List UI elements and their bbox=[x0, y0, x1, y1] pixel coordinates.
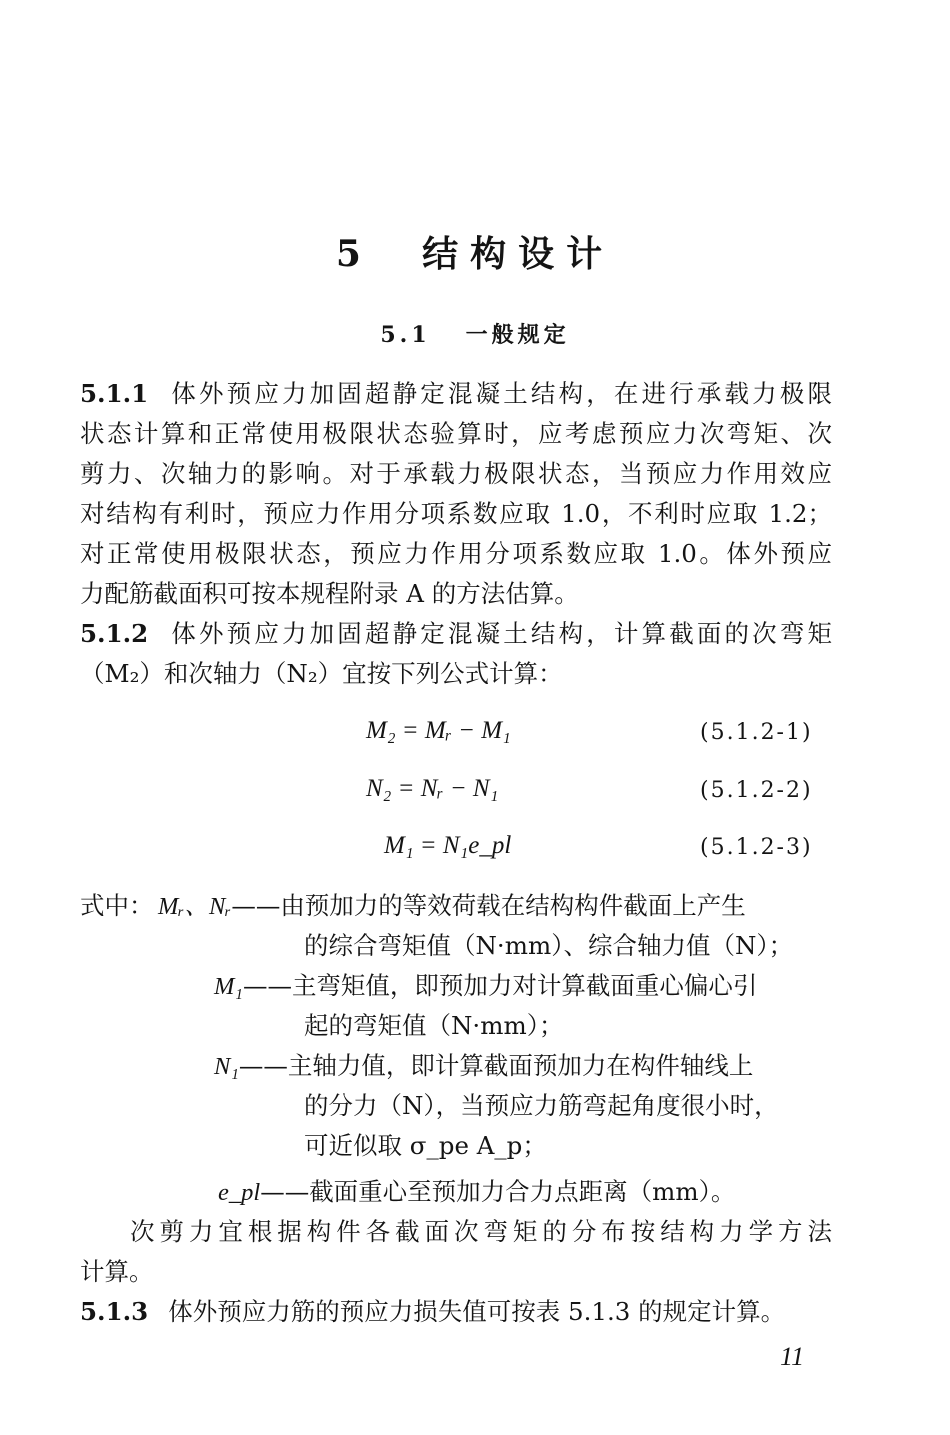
definition-symbol: N₁ bbox=[214, 1053, 239, 1080]
definition-continuation: 可近似取 σ_pe A_p； bbox=[304, 1131, 547, 1160]
definition-continuation: 的综合弯矩值（N·mm）、综合轴力值（N）； bbox=[304, 931, 794, 960]
clause-line: 对正常使用极限状态，预应力作用分项系数应取 1.0。体外预应 bbox=[80, 539, 832, 568]
definition-continuation: 起的弯矩值（N·mm）； bbox=[304, 1011, 564, 1040]
definition-line: ——截面重心至预加力合力点距离（mm）。 bbox=[260, 1177, 736, 1206]
clause-line: 体外预应力加固超静定混凝土结构，计算截面的次弯矩 bbox=[168, 619, 832, 648]
definition-line: ——由预加力的等效荷载在结构构件截面上产生 bbox=[231, 891, 746, 920]
page-number: 11 bbox=[780, 1342, 805, 1371]
equation-number: (5.1.2-1) bbox=[700, 720, 813, 745]
paragraph-line: 次剪力宜根据构件各截面次弯矩的分布按结构力学方法 bbox=[130, 1217, 832, 1246]
chapter-title bbox=[0, 226, 950, 277]
definition-symbol: M₁ bbox=[214, 973, 243, 1000]
definition-line: ——主弯矩值，即预加力对计算截面重心偏心引 bbox=[242, 971, 758, 1000]
secondary-shear-paragraph bbox=[80, 1212, 832, 1292]
clause-number: 5.1.1 bbox=[80, 379, 149, 408]
formula-expression: M₂ = Mᵣ − M₁ bbox=[366, 717, 511, 744]
definition-item bbox=[214, 1046, 753, 1087]
clause-line: 状态计算和正常使用极限状态验算时，应考虑预应力次弯矩、次 bbox=[80, 419, 832, 448]
section-name: 一般规定 bbox=[465, 322, 570, 348]
clause-number: 5.1.3 bbox=[80, 1297, 149, 1326]
definition-item bbox=[218, 1172, 735, 1213]
paragraph-line: 计算。 bbox=[80, 1257, 154, 1286]
equation-number: (5.1.2-2) bbox=[700, 778, 813, 803]
definition-line: ——主轴力值，即计算截面预加力在构件轴线上 bbox=[238, 1051, 754, 1080]
clause-line: 对结构有利时，预应力作用分项系数应取 1.0，不利时应取 1.2； bbox=[80, 499, 832, 528]
clause-5-1-2 bbox=[80, 614, 832, 694]
section-title bbox=[0, 318, 950, 349]
clause-line: 力配筋截面积可按本规程附录 A 的方法估算。 bbox=[80, 579, 579, 608]
formula-expression: M₁ = N₁e_pl bbox=[384, 832, 512, 859]
clause-line: （M₂）和次轴力（N₂）宜按下列公式计算： bbox=[80, 659, 563, 688]
chapter-name: 结构设计 bbox=[422, 233, 615, 275]
clause-5-1-1 bbox=[80, 374, 832, 614]
definition-item bbox=[214, 966, 757, 1007]
definition-continuation: 的分力（N），当预应力筋弯起角度很小时， bbox=[304, 1091, 779, 1120]
clause-number: 5.1.2 bbox=[80, 619, 149, 648]
clause-line: 体外预应力加固超静定混凝土结构，在进行承载力极限 bbox=[168, 379, 832, 408]
definition-symbol: Mᵣ、Nᵣ bbox=[158, 893, 232, 920]
equation-number: (5.1.2-3) bbox=[700, 835, 813, 860]
where-label: 式中： bbox=[80, 891, 154, 920]
definition-symbol: e_pl bbox=[218, 1179, 261, 1206]
section-number: 5.1 bbox=[380, 322, 431, 348]
formula-expression: N₂ = Nᵣ − N₁ bbox=[366, 775, 499, 802]
definition-item bbox=[158, 886, 746, 927]
clause-line: 体外预应力筋的预应力损失值可按表 5.1.3 的规定计算。 bbox=[168, 1297, 786, 1326]
chapter-number: 5 bbox=[335, 233, 373, 275]
clause-line: 剪力、次轴力的影响。对于承载力极限状态，当预应力作用效应 bbox=[80, 459, 832, 488]
clause-5-1-3 bbox=[80, 1292, 832, 1332]
